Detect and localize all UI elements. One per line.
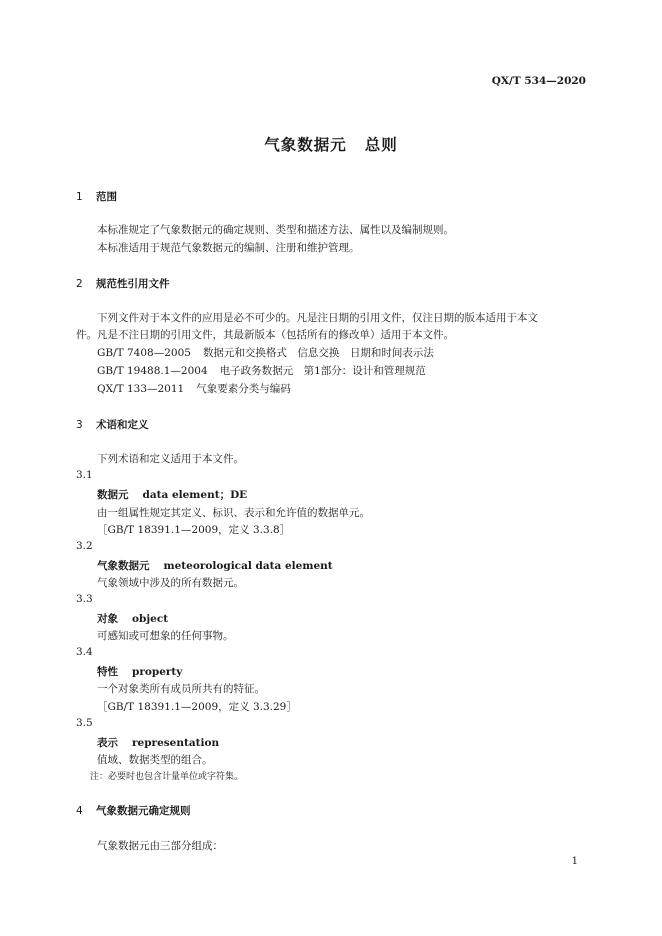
term-number: 3.1 <box>76 469 93 481</box>
term-entry <box>97 664 182 679</box>
term-en: data element；DE <box>142 489 248 501</box>
term-entry <box>97 611 168 626</box>
section-2-heading <box>76 276 170 291</box>
paragraph: 本标准适用于规范气象数据元的编制、注册和维护管理。 <box>97 242 360 254</box>
term-source: ［GB/T 18391.1—2009，定义 3.3.29］ <box>97 701 297 713</box>
section-title: 范围 <box>96 191 117 203</box>
normative-reference <box>97 363 426 378</box>
section-3-heading <box>76 417 149 432</box>
section-title: 术语和定义 <box>96 419 149 431</box>
normative-reference <box>97 381 291 396</box>
term-en: representation <box>132 737 220 749</box>
paragraph: 气象数据元由三部分组成： <box>97 840 223 852</box>
standard-number: QX/T 534—2020 <box>491 75 586 87</box>
reference-title: 气象要素分类与编码 <box>196 383 291 395</box>
term-number: 3.5 <box>76 717 93 729</box>
reference-title: 数据元和交换格式 信息交换 日期和时间表示法 <box>202 347 434 359</box>
section-title: 气象数据元确定规则 <box>96 805 191 817</box>
term-zh: 气象数据元 <box>97 560 150 572</box>
term-entry <box>97 735 219 750</box>
term-entry <box>97 487 247 502</box>
term-zh: 表示 <box>97 737 118 749</box>
term-note: 注：必要时也包含计量单位或字符集。 <box>90 772 244 782</box>
section-4-heading <box>76 803 191 818</box>
page-number: 1 <box>571 856 578 867</box>
paragraph: 下列术语和定义适用于本文件。 <box>97 453 244 465</box>
normative-reference <box>97 345 434 360</box>
title-part1: 气象数据元 <box>264 136 347 154</box>
term-en: object <box>132 613 169 625</box>
term-zh: 数据元 <box>97 489 129 501</box>
term-number: 3.3 <box>76 593 93 605</box>
term-number: 3.2 <box>76 540 93 552</box>
term-en: property <box>132 666 183 678</box>
term-definition: 值域、数据类型的组合。 <box>97 754 213 766</box>
section-number: 1 <box>76 191 83 203</box>
paragraph: 下列文件对于本文件的应用是必不可少的。凡是注日期的引用文件，仅注日期的版本适用于本文 <box>97 312 538 324</box>
reference-code: GB/T 7408—2005 <box>97 347 191 359</box>
term-definition: 可感知或可想象的任何事物。 <box>97 630 234 642</box>
reference-code: QX/T 133—2011 <box>97 383 185 395</box>
paragraph: 本标准规定了气象数据元的确定规则、类型和描述方法、属性以及编制规则。 <box>97 224 454 236</box>
term-number: 3.4 <box>76 646 93 658</box>
section-number: 3 <box>76 419 83 431</box>
term-source: ［GB/T 18391.1—2009，定义 3.3.8］ <box>97 524 291 536</box>
term-definition: 由一组属性规定其定义、标识、表示和允许值的数据单元。 <box>97 507 370 519</box>
title-part2: 总则 <box>364 136 398 154</box>
term-zh: 对象 <box>97 613 118 625</box>
term-entry <box>97 558 333 573</box>
reference-code: GB/T 19488.1—2004 <box>97 365 208 377</box>
section-number: 2 <box>76 278 83 290</box>
reference-title: 电子政务数据元 第1部分：设计和管理规范 <box>219 365 426 377</box>
term-definition: 一个对象类所有成员所共有的特征。 <box>97 683 265 695</box>
document-title <box>0 133 662 155</box>
section-1-heading <box>76 189 117 204</box>
term-definition: 气象领域中涉及的所有数据元。 <box>97 577 244 589</box>
paragraph: 件。凡是不注日期的引用文件，其最新版本（包括所有的修改单）适用于本文件。 <box>76 329 454 341</box>
section-title: 规范性引用文件 <box>96 278 170 290</box>
term-en: meteorological data element <box>163 560 333 572</box>
term-zh: 特性 <box>97 666 118 678</box>
section-number: 4 <box>76 805 83 817</box>
